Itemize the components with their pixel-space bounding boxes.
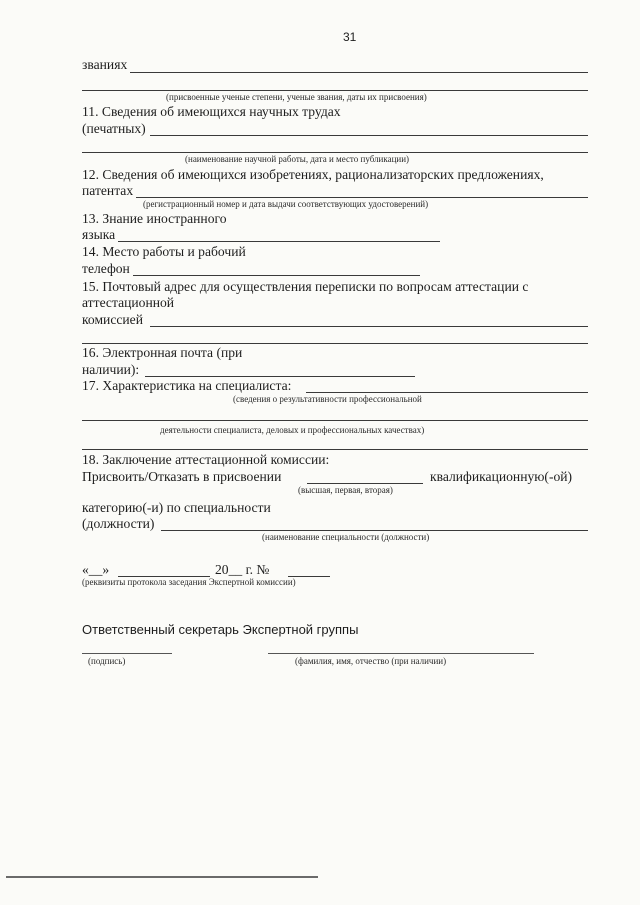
field-caption: (присвоенные ученые степени, ученые звания, даты их присвоения) xyxy=(166,92,427,102)
section-13-heading: 13. Знание иностранного xyxy=(82,211,227,226)
fill-line xyxy=(82,449,588,450)
fill-line xyxy=(150,135,588,136)
fill-line xyxy=(307,483,423,484)
field-label-attestation: аттестационной xyxy=(82,295,175,310)
signature-line xyxy=(82,653,172,654)
secretary-label: Ответственный секретарь Экспертной группы xyxy=(82,622,359,637)
section-14-heading: 14. Место работы и рабочий xyxy=(82,244,246,259)
fill-line xyxy=(82,90,588,91)
field-caption: (сведения о результативности профессиональной xyxy=(233,394,422,404)
fill-line xyxy=(306,392,588,393)
field-caption: деятельности специалиста, деловых и профессиональных качествах) xyxy=(160,425,425,435)
fill-line xyxy=(161,530,588,531)
field-label-printed: (печатных) xyxy=(82,121,146,136)
fill-line xyxy=(133,275,420,276)
section-15-heading: 15. Почтовый адрес для осуществления переписки по вопросам аттестации с xyxy=(82,279,529,294)
fill-line xyxy=(82,420,588,421)
section-12-heading: 12. Сведения об имеющихся изобретениях, рационализаторских предложениях, xyxy=(82,167,544,182)
scan-edge-line xyxy=(6,876,318,878)
fill-line xyxy=(150,326,588,327)
field-label-patents: патентах xyxy=(82,183,134,198)
fill-line xyxy=(145,376,415,377)
page-number: 31 xyxy=(343,30,357,44)
name-caption: (фамилия, имя, отчество (при наличии) xyxy=(295,656,447,666)
field-label-phone: телефон xyxy=(82,261,130,276)
fill-line xyxy=(118,241,440,242)
field-label-language: языка xyxy=(82,227,116,242)
qualification-text: квалификационную(-ой) xyxy=(430,469,573,484)
year-number: 20__ г. № xyxy=(215,562,270,577)
section-16-heading: 16. Электронная почта (при xyxy=(82,345,243,360)
signature-caption: (подпись) xyxy=(88,656,126,666)
section-18-heading: 18. Заключение аттестационной комиссии: xyxy=(82,452,330,467)
assign-text: Присвоить/Отказать в присвоении xyxy=(82,469,282,484)
fill-line xyxy=(82,152,588,153)
date-quote: «__» xyxy=(82,562,110,577)
field-caption: (наименование научной работы, дата и место публикации) xyxy=(185,154,410,164)
field-label-titles: званиях xyxy=(82,57,128,72)
fill-line xyxy=(136,197,588,198)
section-17-heading: 17. Характеристика на специалиста: xyxy=(82,378,292,393)
fill-line xyxy=(130,72,588,73)
field-label-email: наличии): xyxy=(82,362,140,377)
fill-line xyxy=(82,343,588,344)
field-caption: (реквизиты протокола заседания Экспертной комиссии) xyxy=(82,577,296,587)
category-text: категорию(-и) по специальности xyxy=(82,500,271,515)
field-label-position: (должности) xyxy=(82,516,155,531)
field-caption: (высшая, первая, вторая) xyxy=(298,485,393,495)
section-11-heading: 11. Сведения об имеющихся научных трудах xyxy=(82,104,341,119)
field-caption: (наименование специальности (должности) xyxy=(262,532,430,542)
field-label-commission: комиссией xyxy=(82,312,143,327)
name-line xyxy=(268,653,534,654)
field-caption: (регистрационный номер и дата выдачи соответствующих удостоверений) xyxy=(143,199,429,209)
